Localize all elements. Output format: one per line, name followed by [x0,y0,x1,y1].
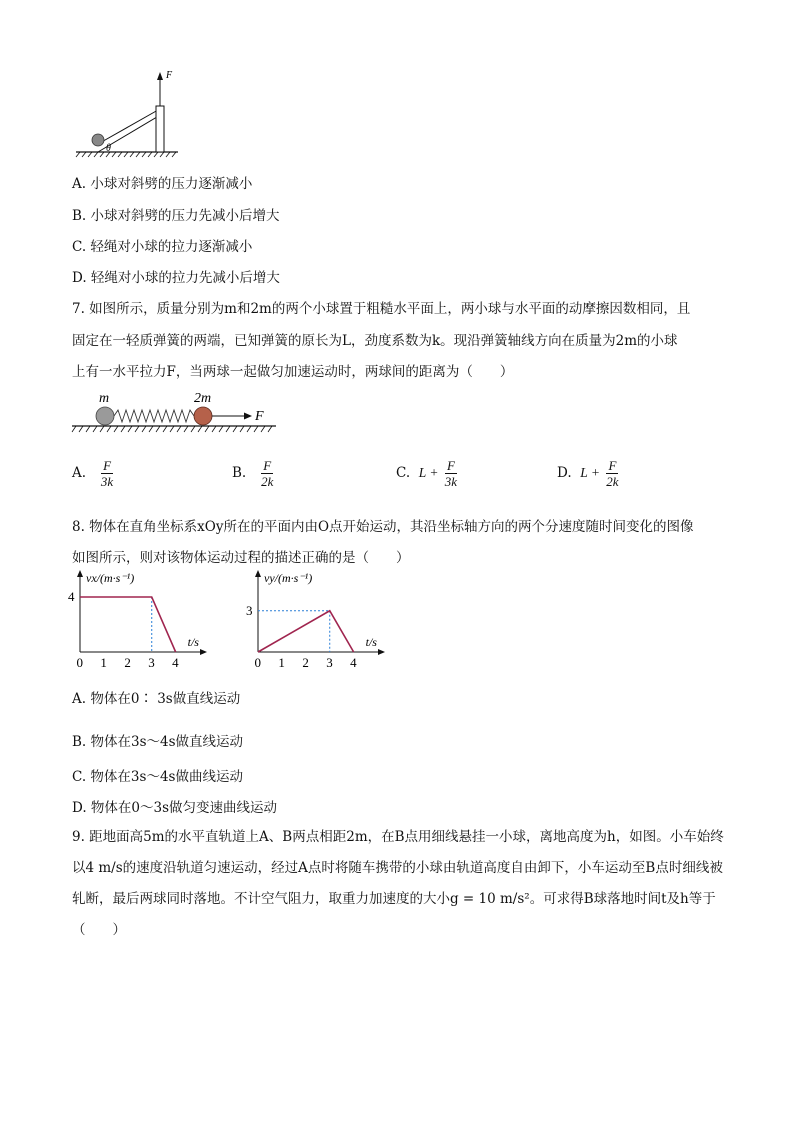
vx-y-label: vx/(m·s⁻¹) [86,571,135,585]
vx-x-tick-3: 3 [148,655,155,670]
ball [92,134,104,146]
q8-stem-line1: 8. 物体在直角坐标系xOy所在的平面内由O点开始运动，其沿坐标轴方向的两个分速度随时间变化的图像 [72,519,694,535]
vx-x-tick-1: 1 [100,655,107,670]
ball-m [96,407,114,425]
spring [114,410,194,422]
vx-x-arrow-icon [200,649,207,655]
q8-option-b: B. 物体在3s～4s做直线运动 [72,734,244,750]
q6-option-a: A. 小球对斜劈的压力逐渐减小 [72,176,253,192]
label-m: m [99,391,110,406]
q7-option-a: A. $\frac{F}{3k}$ [72,458,114,489]
vy-x-tick-0: 0 [254,655,261,670]
angle-label: θ [106,143,111,154]
vy-y-label: vy/(m·s⁻¹) [264,571,313,585]
spring-balls-figure [68,386,280,438]
vx-y-arrow-icon [77,570,83,577]
vy-x-tick-3: 3 [326,655,333,670]
ball-2m [194,407,212,425]
q7-option-b: B. $\frac{F}{2k}$ [232,458,274,489]
label-f: F [255,409,264,424]
q7-stem-line3: 上有一水平拉力F，当两球一起做匀加速运动时，两球间的距离为（ ） [72,364,514,380]
vy-x-tick-2: 2 [302,655,309,670]
vx-y-tick-0: 4 [68,589,75,604]
vy-x-label: t/s [365,635,377,649]
arrow-icon [244,413,252,420]
vx-series-line [80,597,176,652]
q7-option-d: D. L + $\frac{F}{2k}$ [557,458,619,489]
vy-y-tick-0: 3 [246,602,253,618]
vy-chart [240,568,400,672]
q7-stem-line2: 固定在一轻质弹簧的两端，已知弹簧的原长为L，劲度系数为k。现沿弹簧轴线方向在质量为2m的小球 [72,333,678,349]
force-label: F [166,70,173,81]
label-2m: 2m [194,391,212,406]
vy-y-arrow-icon [255,570,261,577]
vx-x-label: t/s [187,635,199,649]
q9-stem: 9. 距地面高5m的水平直轨道上A、B两点相距2m，在B点用细线悬挂一小球，离地高度为h，如图。小车始终以4 m/s的速度沿轨道匀速运动，经过A点时将随车携带的小球由轨道高度自由卸下，小车运动至B点时细线被轧断，最后两球同时落地。不计空气阻力，取重力加速度的大小g = 10 m/s²。可求得B球落地时间t及h等于（ ） [72,829,724,938]
q6-option-d: D. 轻绳对小球的拉力先减小后增大 [72,270,280,286]
q7-option-c: C. L + $\frac{F}{3k}$ [396,458,458,489]
vx-x-tick-4: 4 [172,655,179,670]
vx-x-tick-0: 0 [76,655,83,670]
q8-option-a: A. 物体在0∶ 3s做直线运动 [72,691,241,707]
q6-option-b: B. 小球对斜劈的压力先减小后增大 [72,208,280,224]
vx-x-tick-2: 2 [124,655,131,670]
vy-series-line [258,611,354,652]
q8-option-c: C. 物体在3s～4s做曲线运动 [72,769,243,785]
vy-x-arrow-icon [378,649,385,655]
q8-option-d: D. 物体在0～3s做匀变速曲线运动 [72,800,278,816]
q7-stem-line1: 7. 如图所示，质量分别为m和2m的两个小球置于粗糙水平面上，两小球与水平面的动摩擦因数相同，且 [72,301,691,317]
vy-x-tick-1: 1 [278,655,285,670]
q6-option-c: C. 轻绳对小球的拉力逐渐减小 [72,239,253,255]
incline-wedge-figure [70,64,190,160]
q8-stem-line2: 如图所示，则对该物体运动过程的描述正确的是（ ） [72,550,410,566]
vy-x-tick-4: 4 [350,655,357,670]
vx-chart [62,568,222,672]
